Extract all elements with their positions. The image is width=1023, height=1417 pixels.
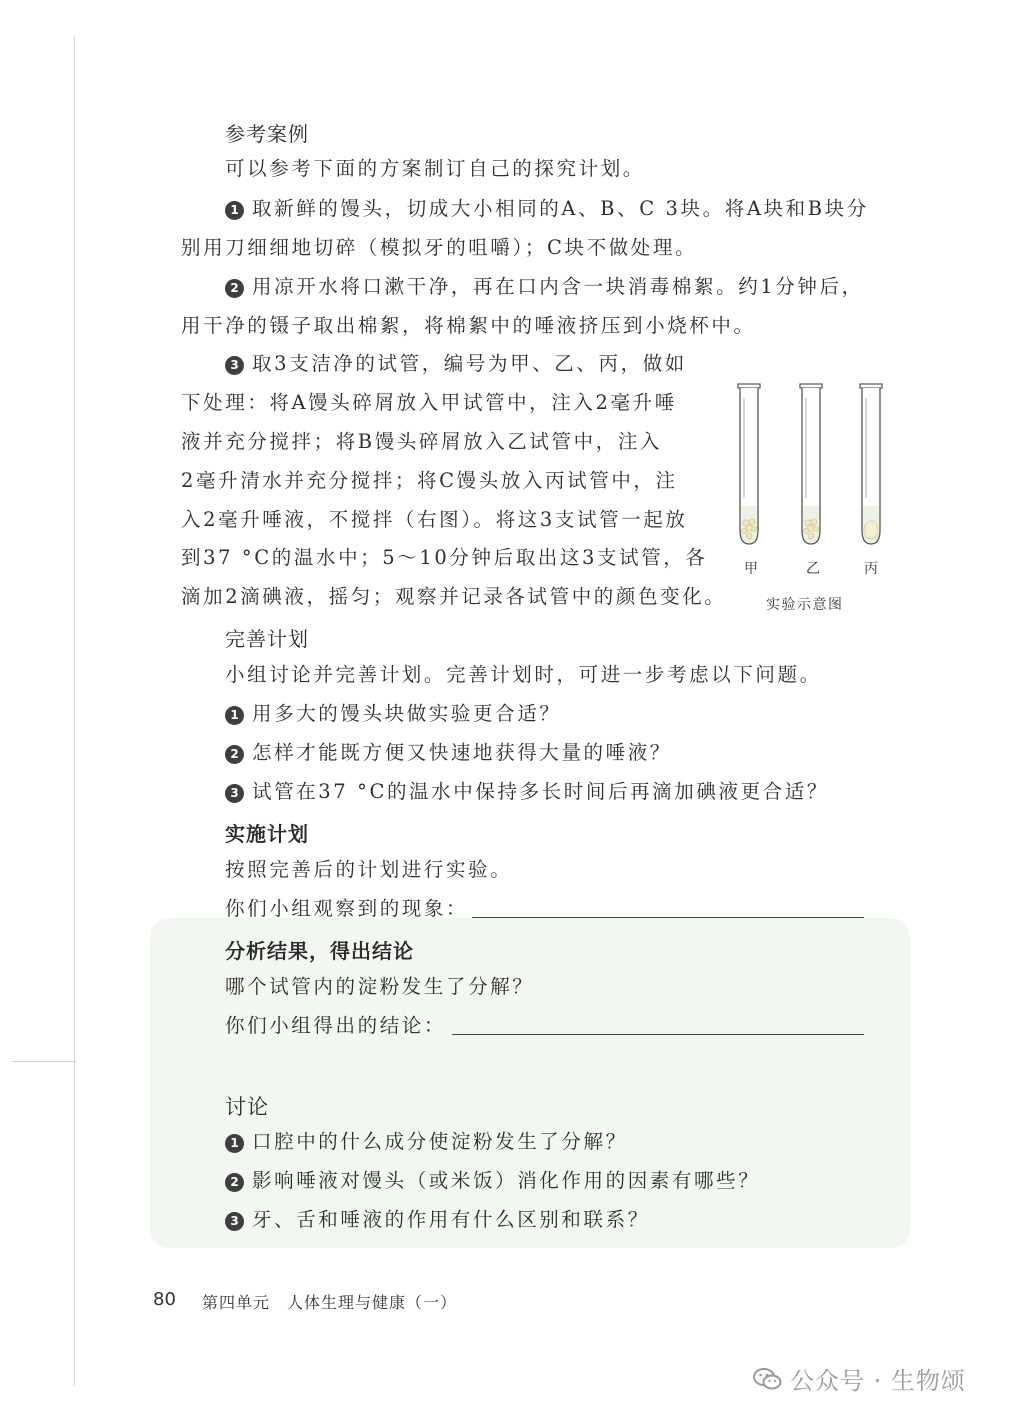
reference-case-heading: 参考案例 [225,122,309,146]
conclusion-answer-line[interactable] [452,1034,864,1035]
improve-question-2 [225,741,672,765]
margin-mark [12,1061,76,1062]
discussion-heading: 讨论 [225,1095,269,1119]
analysis-question: 哪个试管内的淀粉发生了分解？ [225,975,535,998]
watermark-text: 公众号 · 生物颂 [790,1367,966,1395]
question-number-badge: 2 [225,1173,244,1192]
wechat-watermark [752,1361,966,1396]
improve-plan-intro: 小组讨论并完善计划。完善计划时，可进一步考虑以下问题。 [225,663,822,686]
test-tube-bing [860,384,882,544]
tube-label-yi: 乙 [806,561,821,577]
question-text: 影响唾液对馒头（或米饭）消化作用的因素有哪些？ [252,1169,761,1192]
question-text: 试管在37 °C的温水中保持多长时间后再滴加碘液更合适？ [252,780,829,803]
question-number-badge: 3 [225,784,244,803]
step-number-badge: 3 [225,356,244,375]
implement-plan-heading: 实施计划 [225,822,309,846]
observation-answer-line[interactable] [472,917,864,918]
analysis-discussion-panel [150,918,910,1248]
page-left-border [74,36,75,1386]
step3-line3: 液并充分搅拌；将B馒头碎屑放入乙试管中，注入 [181,430,663,453]
page-number: 80 [153,1289,176,1310]
step1-line1 [225,197,869,221]
step3-line6: 到37 °C的温水中；5～10分钟后取出这3支试管，各 [181,546,708,569]
step3-line2: 下处理：将A馒头碎屑放入甲试管中，注入2毫升唾 [181,391,677,414]
observation-prompt: 你们小组观察到的现象： [225,897,469,920]
test-tube-figure [722,378,892,618]
step-number-badge: 2 [225,279,244,298]
improve-question-1 [225,702,561,726]
tube-label-jia: 甲 [744,561,759,577]
step1-text: 取新鲜的馒头，切成大小相同的A、B、C 3块。将A块和B块分 [252,197,869,220]
implement-plan-text: 按照完善后的计划进行实验。 [225,858,513,881]
step3-line4: 2毫升清水并充分搅拌；将C馒头放入丙试管中，注 [181,469,678,492]
conclusion-prompt: 你们小组得出的结论： [225,1014,447,1037]
improve-question-3 [225,780,829,804]
reference-intro: 可以参考下面的方案制订自己的探究计划。 [225,157,645,180]
improve-plan-heading: 完善计划 [225,627,309,651]
step2-line2: 用干净的镊子取出棉絮，将棉絮中的唾液挤压到小烧杯中。 [181,314,756,337]
tube-label-bing: 丙 [864,561,879,577]
question-number-badge: 3 [225,1212,244,1231]
question-text: 用多大的馒头块做实验更合适？ [252,702,562,725]
question-number-badge: 2 [225,745,244,764]
step-number-badge: 1 [225,201,244,220]
question-text: 牙、舌和唾液的作用有什么区别和联系？ [252,1208,650,1231]
step3-text: 取3支洁净的试管，编号为甲、乙、丙，做如 [252,352,687,375]
step3-line5: 入2毫升唾液，不搅拌（右图）。将这3支试管一起放 [181,508,688,531]
discussion-question-1 [225,1130,628,1154]
test-tube-jia [738,384,760,544]
step2-text: 用凉开水将口漱干净，再在口内含一块消毒棉絮。约1分钟后， [252,275,864,298]
discussion-question-2 [225,1169,760,1193]
question-number-badge: 1 [225,1134,244,1153]
discussion-question-3 [225,1208,650,1232]
question-number-badge: 1 [225,706,244,725]
unit-title: 第四单元 人体生理与健康（一） [202,1293,458,1312]
step3-line7: 滴加2滴碘液，摇匀；观察并记录各试管中的颜色变化。 [181,585,727,608]
step2-line1 [225,275,864,299]
figure-caption: 实验示意图 [766,597,844,613]
test-tubes-illustration [722,378,892,558]
question-text: 怎样才能既方便又快速地获得大量的唾液？ [252,741,672,764]
analysis-heading: 分析结果，得出结论 [225,939,414,963]
step3-line1 [225,352,687,376]
step1-line2: 别用刀细细地切碎（模拟牙的咀嚼）；C块不做处理。 [181,236,698,259]
test-tube-yi [800,384,822,544]
question-text: 口腔中的什么成分使淀粉发生了分解？ [252,1130,628,1153]
wechat-icon [752,1367,782,1391]
